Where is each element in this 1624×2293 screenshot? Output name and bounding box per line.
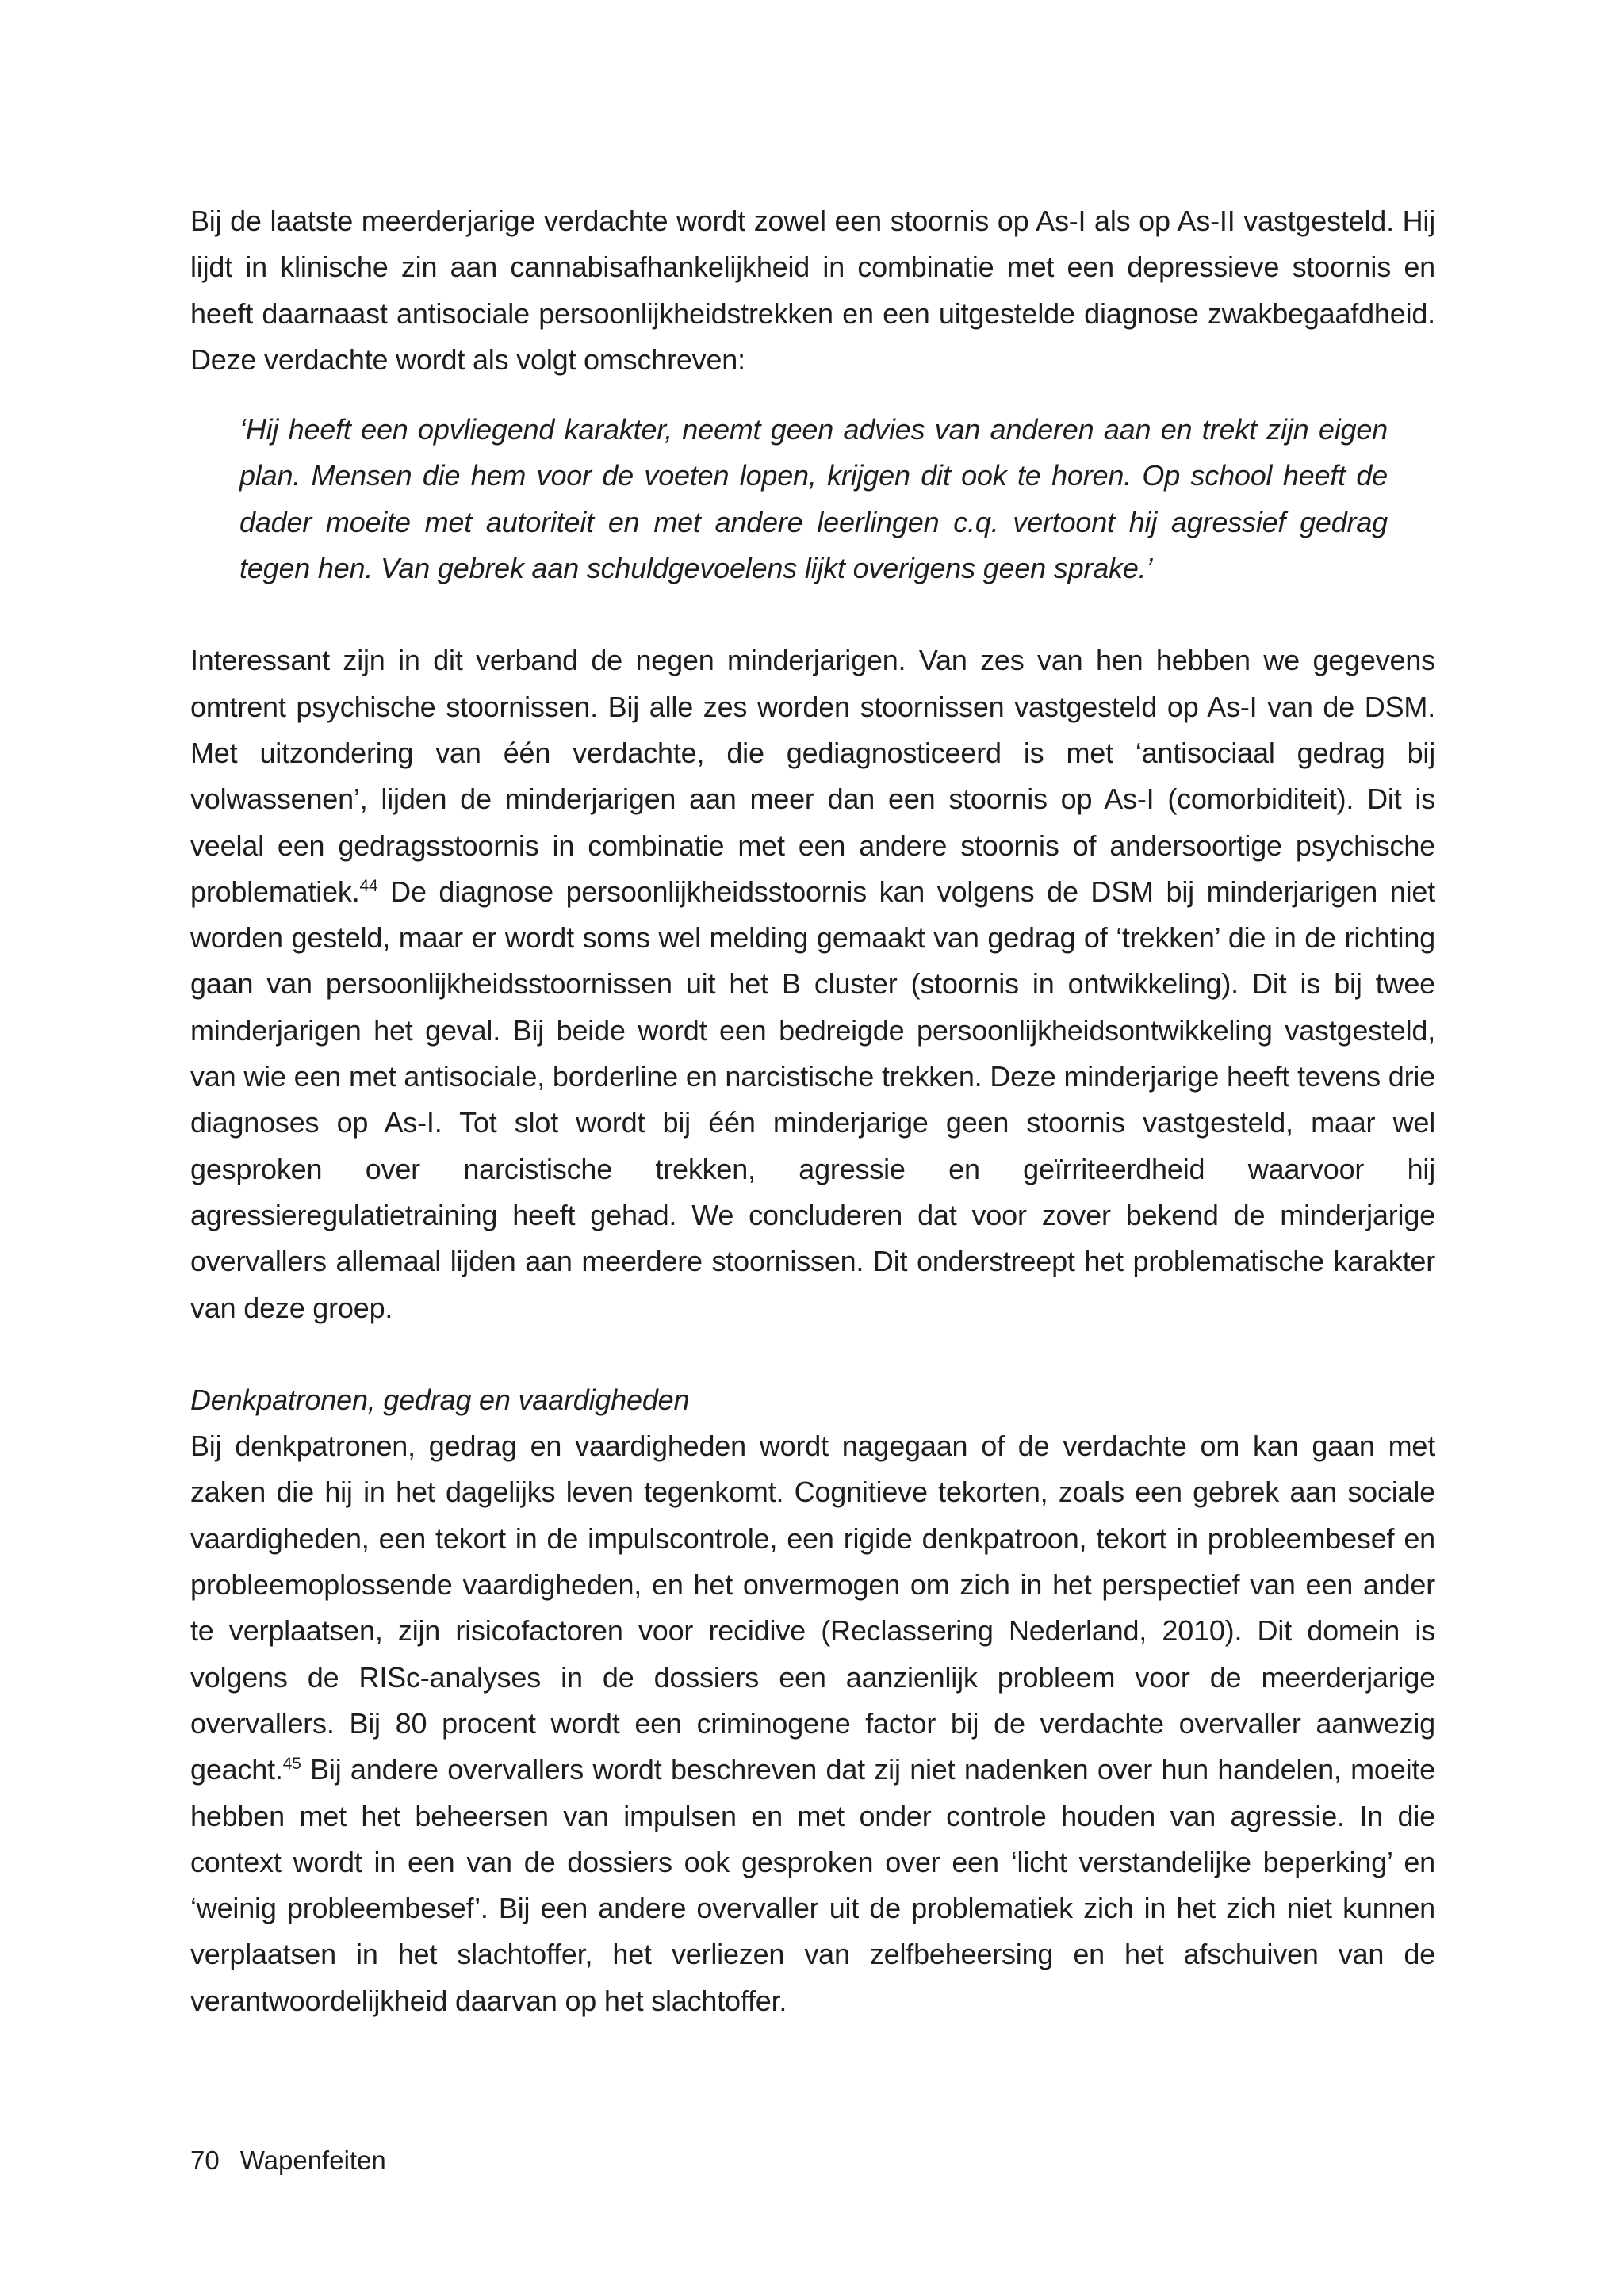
running-title: Wapenfeiten [239,2146,386,2175]
footnote-marker-44[interactable]: 44 [359,876,378,895]
paragraph-denkpatronen-part-2: Bij andere overvallers wordt beschreven dat zij niet nadenken over hun handelen, moeite hebben met het beheersen van impulsen en met onder controle houden van agressie. In die context wordt in een van de dossiers ook gesproken over een ‘licht verstandelijke beperking’ en ‘weinig probleembesef’. Bij een andere overvaller uit de problematiek zich in het zich niet kunnen verplaatsen in het slachtoffer, het verliezen van zelfbeheersing en het afschuiven van de verantwoordelijkheid daarvan op het slachtoffer. [190,1753,1435,2017]
body-text [190,198,1435,2024]
paragraph-minderjarigen [190,637,1435,1330]
paragraph-meerderjarige-verdachte: Bij de laatste meerderjarige verdachte wordt zowel een stoornis op As-I als op As-II vastgesteld. Hij lijdt in klinische zin aan cannabisafhankelijkheid in combinatie met een depressieve stoornis en heeft daarnaast antisociale persoonlijkheidstrekken en een uitgestelde diagnose zwakbegaafdheid. Deze verdachte wordt als volgt omschreven: [190,205,1435,376]
footnote-marker-45[interactable]: 45 [282,1755,301,1774]
page-number: 70 [190,2146,220,2175]
page-footer [190,2145,386,2176]
paragraph-minderjarigen-part-1: Interessant zijn in dit verband de negen minderjarigen. Van zes van hen hebben we gegevens omtrent psychische stoornissen. Bij alle zes worden stoornissen vastgesteld op As-I van de DSM. Met uitzondering van één verdachte, die gediagnosticeerd is met ‘antisociaal gedrag bij volwassenen’, lijden de minderjarigen aan meer dan een stoornis op As-I (comorbiditeit). Dit is veelal een gedragsstoornis in combinatie met een andere stoornis of andersoortige psychische problematiek. [190,644,1435,908]
paragraph-minderjarigen-part-2: De diagnose persoonlijkheidsstoornis kan volgens de DSM bij minderjarigen niet worden gesteld, maar er wordt soms wel melding gemaakt van gedrag of ‘trekken’ die in de richting gaan van persoonlijkheidsstoornissen uit het B cluster (stoornis in ontwikkeling). Dit is bij twee minderjarigen het geval. Bij beide wordt een bedreigde persoonlijkheidsontwikkeling vastgesteld, van wie een met antisociale, borderline en narcistische trekken. Deze minderjarige heeft tevens drie diagnoses op As-I. Tot slot wordt bij één minderjarige geen stoornis vastgesteld, maar wel gesproken over narcistische trekken, agressie en geïrriteerdheid waarvoor hij agressieregulatietraining heeft gehad. We concluderen dat voor zover bekend de minderjarige overvallers allemaal lijden aan meerdere stoornissen. Dit onderstreept het problematische karakter van deze groep. [190,875,1435,1324]
paragraph-denkpatronen-part-1: Bij denkpatronen, gedrag en vaardigheden wordt nagegaan of de verdachte om kan gaan met zaken die hij in het dagelijks leven tegenkomt. Cognitieve tekorten, zoals een gebrek aan sociale vaardigheden, een tekort in de impulscontrole, een rigide denkpatroon, tekort in probleembesef en probleemoplossende vaardigheden, en het onvermogen om zich in het perspectief van een ander te verplaatsen, zijn risicofactoren voor recidive (Reclassering Nederland, 2010). Dit domein is volgens de RISc-analyses in de dossiers een aanzienlijk probleem voor de meerderjarige overvallers. Bij 80 procent wordt een criminogene factor bij de verdachte overvaller aanwezig geacht. [190,1430,1435,1786]
block-quote: ‘Hij heeft een opvliegend karakter, neemt geen advies van anderen aan en trekt zijn eigen plan. Mensen die hem voor de voeten lopen, krijgen dit ook te horen. Op school heeft de dader moeite met autoriteit en met andere leerlingen c.q. vertoont hij agressief gedrag tegen hen. Van gebrek aan schuldgevoelens lijkt overigens geen sprake.’ [239,413,1388,585]
section-subheading: Denkpatronen, gedrag en vaardigheden [190,1383,690,1416]
paragraph-denkpatronen [190,1423,1435,2024]
paragraph-spacer [190,1331,1435,1377]
